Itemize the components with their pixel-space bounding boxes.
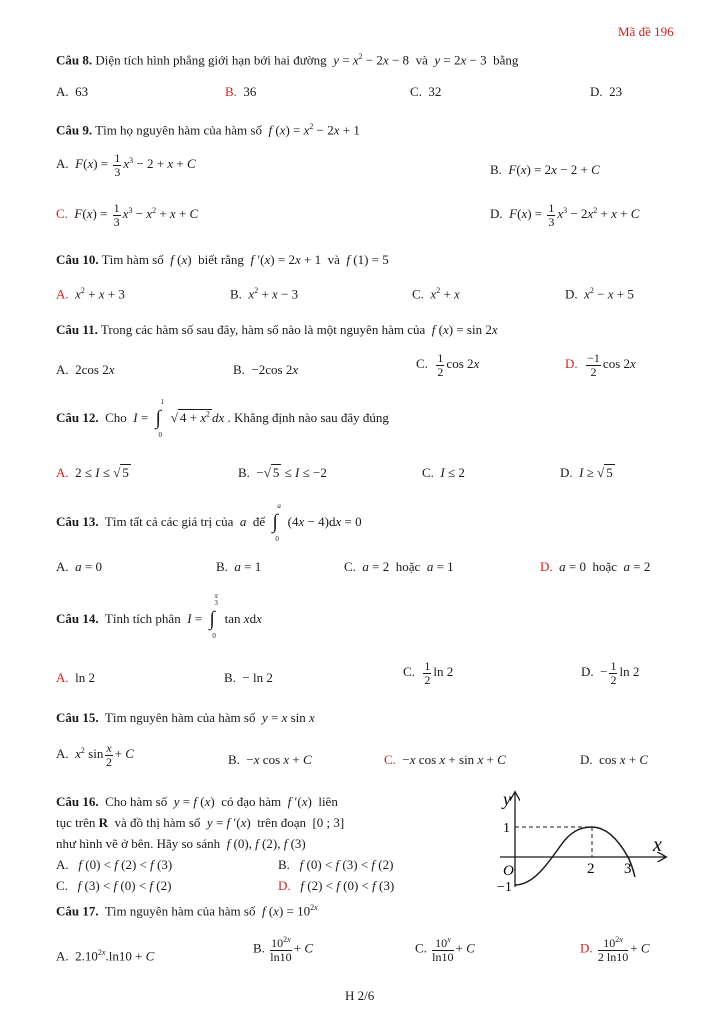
option-10b[interactable]: B. $x^2 + x - 3$ bbox=[230, 286, 299, 302]
derivative-graph bbox=[495, 785, 670, 895]
tick-y-1: 1 bbox=[503, 821, 510, 836]
option-12a[interactable]: A. 2 ≤ I ≤ √ 5 bbox=[56, 465, 129, 480]
tick-x-3: 3 bbox=[624, 861, 632, 877]
option-12b[interactable]: B. −√ 5 ≤ I ≤ −2 bbox=[238, 465, 327, 480]
option-16b[interactable]: B. f (0) < f (3) < f (2) bbox=[278, 857, 394, 872]
option-17d[interactable]: D. $\frac{10^{2x}}{2 \ln 10}$ + C bbox=[580, 935, 650, 964]
option-13a[interactable]: A. a = 0 bbox=[56, 559, 102, 574]
question-8: Câu 8. Diện tích hình phẳng giới hạn bởi hai đường $y = x^2 - 2x - 8$ và y = 2x − 3 bằng bbox=[56, 52, 519, 68]
x-axis-label: x bbox=[653, 834, 662, 856]
option-15d[interactable]: D. cos x + C bbox=[580, 752, 649, 767]
question-label: Câu 8. bbox=[56, 52, 93, 68]
option-11b[interactable]: B. −2cos 2x bbox=[233, 362, 299, 377]
option-10c[interactable]: C. $x^2 + x$ bbox=[412, 286, 460, 302]
question-14: Câu 14. Tính tích phân I = π 3 ∫ 0 tan xdx bbox=[56, 592, 262, 640]
exam-code: Mã đề 196 bbox=[618, 24, 674, 39]
option-15a[interactable]: A. $x^2$ sin $\frac{x}{2}$ + C bbox=[56, 741, 134, 769]
question-16: Câu 16. Cho hàm số y = f (x) có đạo hàm f ′(x) liên bbox=[56, 794, 338, 809]
option-9b[interactable]: B. F(x) = 2x − 2 + C bbox=[490, 162, 600, 177]
option-9d[interactable]: D. F(x) = $\frac{1}{3}$ $x^3 - 2x^2 + x + C$ bbox=[490, 201, 640, 229]
option-14c[interactable]: C. $\frac{1}{2}$ ln 2 bbox=[403, 659, 454, 687]
option-8b[interactable]: B. 36 bbox=[225, 84, 257, 99]
option-13d[interactable]: D. a = 0 hoặc a = 2 bbox=[540, 559, 651, 574]
question-16-line2: tục trên R và đồ thị hàm số y = f ′(x) trên đoạn [0 ; 3] bbox=[56, 815, 345, 830]
question-9: Câu 9. Tìm họ nguyên hàm của hàm số f $(x) = x^2 - 2x + 1$ bbox=[56, 122, 360, 138]
option-15b[interactable]: B. −x cos x + C bbox=[228, 752, 312, 767]
option-16c[interactable]: C. f (3) < f (0) < f (2) bbox=[56, 878, 172, 893]
question-17: Câu 17. Tìm nguyên hàm của hàm số f $(x) = 10^{2x}$ bbox=[56, 903, 318, 919]
y-axis-label: y bbox=[503, 789, 511, 809]
option-13c[interactable]: C. a = 2 hoặc a = 1 bbox=[344, 559, 454, 574]
option-11c[interactable]: C. $\frac{1}{2}$ cos 2x bbox=[416, 351, 480, 379]
option-17b[interactable]: B. $\frac{10^{2x}}{\ln 10}$ + C bbox=[253, 935, 313, 964]
option-8c[interactable]: C. 32 bbox=[410, 84, 442, 99]
question-12: Câu 12. Cho I = 1 ∫ 0 √ $4 + x^2$ dx . Khẳng định nào sau đây đúng bbox=[56, 398, 389, 439]
integral-sign: a ∫ 0 bbox=[272, 502, 281, 543]
option-12d[interactable]: D. I ≥ √ 5 bbox=[560, 465, 613, 480]
origin-label: O bbox=[503, 863, 514, 879]
option-9a[interactable]: A. F(x) = $\frac{1}{3}$ $x^3 - 2 + x + C$ bbox=[56, 151, 196, 179]
option-8a[interactable]: A. 63 bbox=[56, 84, 89, 99]
integral-sign: 1 ∫ 0 bbox=[155, 398, 164, 439]
tick-y-minus-1: −1 bbox=[497, 880, 512, 895]
option-11a[interactable]: A. 2cos 2x bbox=[56, 362, 115, 377]
option-14b[interactable]: B. − ln 2 bbox=[224, 670, 273, 685]
integral-sign: π 3 ∫ 0 bbox=[209, 592, 218, 640]
question-13: Câu 13. Tìm tất cả các giá trị của a để a ∫ 0 (4x − 4)dx = 0 bbox=[56, 502, 362, 543]
question-11: Câu 11. Trong các hàm số sau đây, hàm số nào là một nguyên hàm của f (x) = sin 2x bbox=[56, 322, 498, 337]
option-10d[interactable]: D. $x^2 - x + 5$ bbox=[565, 286, 634, 302]
option-13b[interactable]: B. a = 1 bbox=[216, 559, 262, 574]
question-10: Câu 10. Tìm hàm số f (x) biết rằng f ′(x) = 2x + 1 và f (1) = 5 bbox=[56, 252, 389, 267]
page-number: H 2/6 bbox=[345, 988, 375, 1003]
option-9c[interactable]: C. F(x) = $\frac{1}{3}$ $x^3 - x^2 + x + C$ bbox=[56, 201, 199, 229]
question-16-line3: như hình vẽ ở bên. Hãy so sánh f (0), f (2), f (3) bbox=[56, 836, 306, 851]
option-15c[interactable]: C. −x cos x + sin x + C bbox=[384, 752, 506, 767]
tick-x-2: 2 bbox=[587, 861, 595, 877]
option-14d[interactable]: D. − $\frac{1}{2}$ ln 2 bbox=[581, 659, 640, 687]
question-text: Diện tích hình phẳng giới hạn bởi hai đường bbox=[95, 52, 327, 68]
option-17a[interactable]: A. $2.10^{2x}.\ln 10 + C$ bbox=[56, 948, 155, 964]
option-11d[interactable]: D. $\frac{-1}{2}$ cos 2x bbox=[565, 351, 636, 379]
derivative-curve bbox=[515, 827, 635, 885]
option-14a[interactable]: A. ln 2 bbox=[56, 670, 96, 685]
option-12c[interactable]: C. I ≤ 2 bbox=[422, 465, 465, 480]
option-8d[interactable]: D. 23 bbox=[590, 84, 623, 99]
question-15: Câu 15. Tìm nguyên hàm của hàm số y = x sin x bbox=[56, 710, 315, 725]
option-16a[interactable]: A. f (0) < f (2) < f (3) bbox=[56, 857, 173, 872]
option-17c[interactable]: C. $\frac{10^x}{\ln 10}$ + C bbox=[415, 935, 475, 964]
option-16d[interactable]: D. f (2) < f (0) < f (3) bbox=[278, 878, 395, 893]
option-10a[interactable]: A. $x^2 + x + 3$ bbox=[56, 286, 125, 302]
